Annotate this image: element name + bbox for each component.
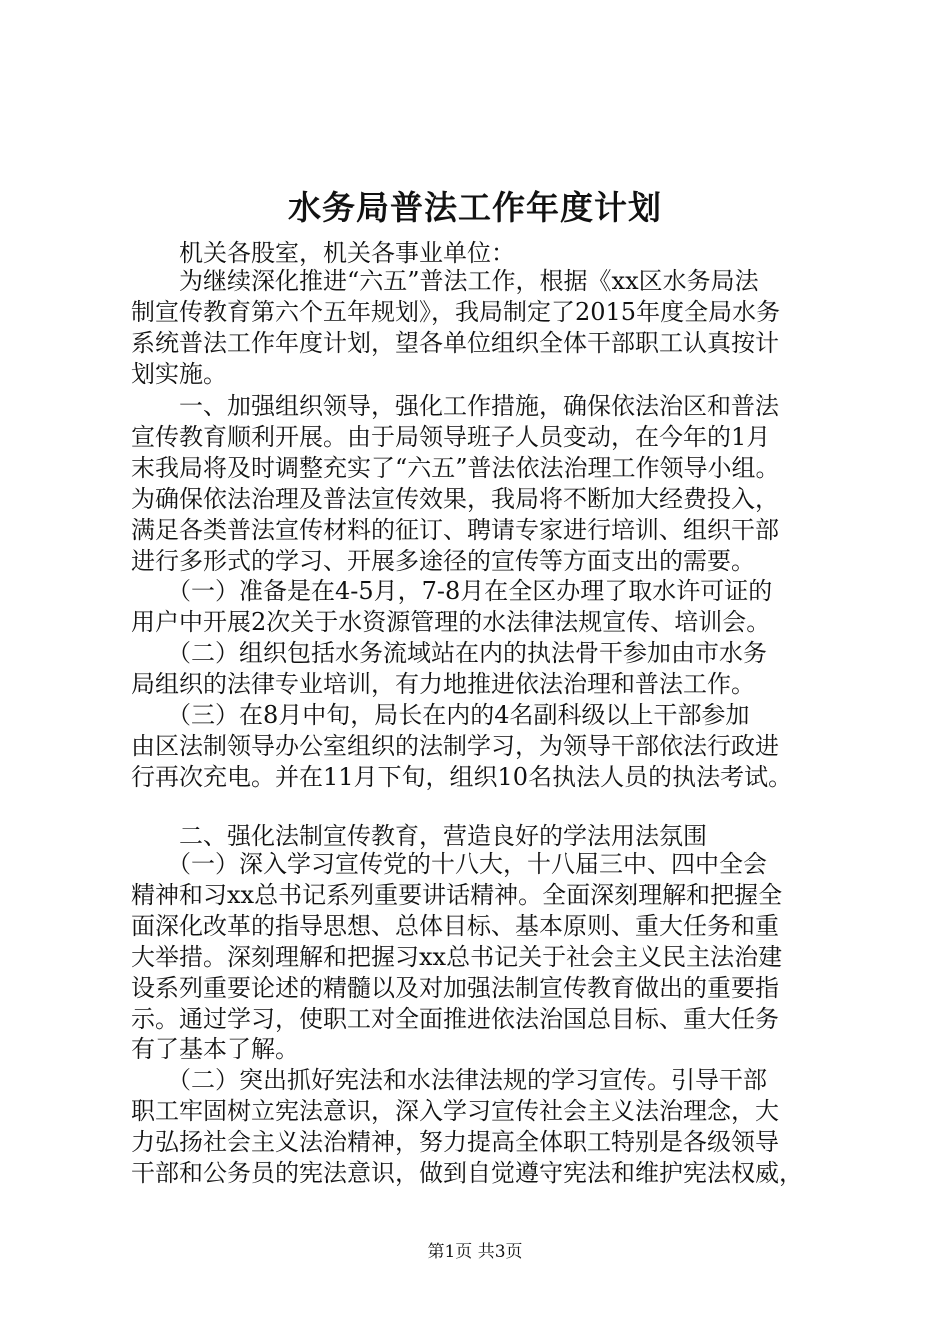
text-line: （三）在8月中旬，局长在内的4名副科级以上干部参加 <box>131 701 750 729</box>
text-line: 力弘扬社会主义法治精神，努力提高全体职工特别是各级领导 <box>131 1128 779 1156</box>
text-line: 面深化改革的指导思想、总体目标、基本原则、重大任务和重 <box>131 912 779 940</box>
text-line: 由区法制领导办公室组织的法制学习，为领导干部依法行政进 <box>131 732 779 760</box>
text-line: 行再次充电。并在11月下旬，组织10名执法人员的执法考试。 <box>131 763 793 791</box>
text-line: 局组织的法律专业培训，有力地推进依法治理和普法工作。 <box>131 670 755 698</box>
text-line: （一）深入学习宣传党的十八大，十八届三中、四中全会 <box>131 850 767 878</box>
text-line: 划实施。 <box>131 360 227 388</box>
text-line: 制宣传教育第六个五年规划》，我局制定了2015年度全局水务 <box>131 298 781 326</box>
text-line: （二）组织包括水务流域站在内的执法骨干参加由市水务 <box>131 639 767 667</box>
text-line: 有了基本了解。 <box>131 1035 299 1063</box>
page-footer: 第1页 共3页 <box>427 1242 523 1262</box>
text-line: 精神和习xx总书记系列重要讲话精神。全面深刻理解和把握全 <box>131 881 783 909</box>
text-line: 一、加强组织领导，强化工作措施，确保依法治区和普法 <box>131 392 779 420</box>
text-line: 设系列重要论述的精髓以及对加强法制宣传教育做出的重要指 <box>131 974 779 1002</box>
text-line: 为继续深化推进“六五”普法工作，根据《xx区水务局法 <box>131 267 759 295</box>
text-line: 二、强化法制宣传教育，营造良好的学法用法氛围 <box>131 822 707 850</box>
text-line: （一）准备是在4-5月，7-8月在全区办理了取水许可证的 <box>131 577 773 605</box>
text-line: 机关各股室，机关各事业单位： <box>131 239 515 267</box>
text-line: 宣传教育顺利开展。由于局领导班子人员变动，在今年的1月 <box>131 423 771 451</box>
text-line: （二）突出抓好宪法和水法律法规的学习宣传。引导干部 <box>131 1066 767 1094</box>
text-line: 干部和公务员的宪法意识，做到自觉遵守宪法和维护宪法权威， <box>131 1159 803 1187</box>
text-line: 系统普法工作年度计划，望各单位组织全体干部职工认真按计 <box>131 329 779 357</box>
text-line: 满足各类普法宣传材料的征订、聘请专家进行培训、组织干部 <box>131 516 779 544</box>
text-line: 为确保依法治理及普法宣传效果，我局将不断加大经费投入， <box>131 485 779 513</box>
text-line: 示。通过学习，使职工对全面推进依法治国总目标、重大任务 <box>131 1005 779 1033</box>
text-line: 职工牢固树立宪法意识，深入学习宣传社会主义法治理念，大 <box>131 1097 779 1125</box>
text-line: 用户中开展2次关于水资源管理的水法律法规宣传、培训会。 <box>131 608 771 636</box>
text-line: 进行多形式的学习、开展多途径的宣传等方面支出的需要。 <box>131 547 755 575</box>
document-title: 水务局普法工作年度计划 <box>288 188 662 227</box>
text-line: 末我局将及时调整充实了“六五”普法依法治理工作领导小组。 <box>131 454 780 482</box>
text-line: 大举措。深刻理解和把握习xx总书记关于社会主义民主法治建 <box>131 943 783 971</box>
